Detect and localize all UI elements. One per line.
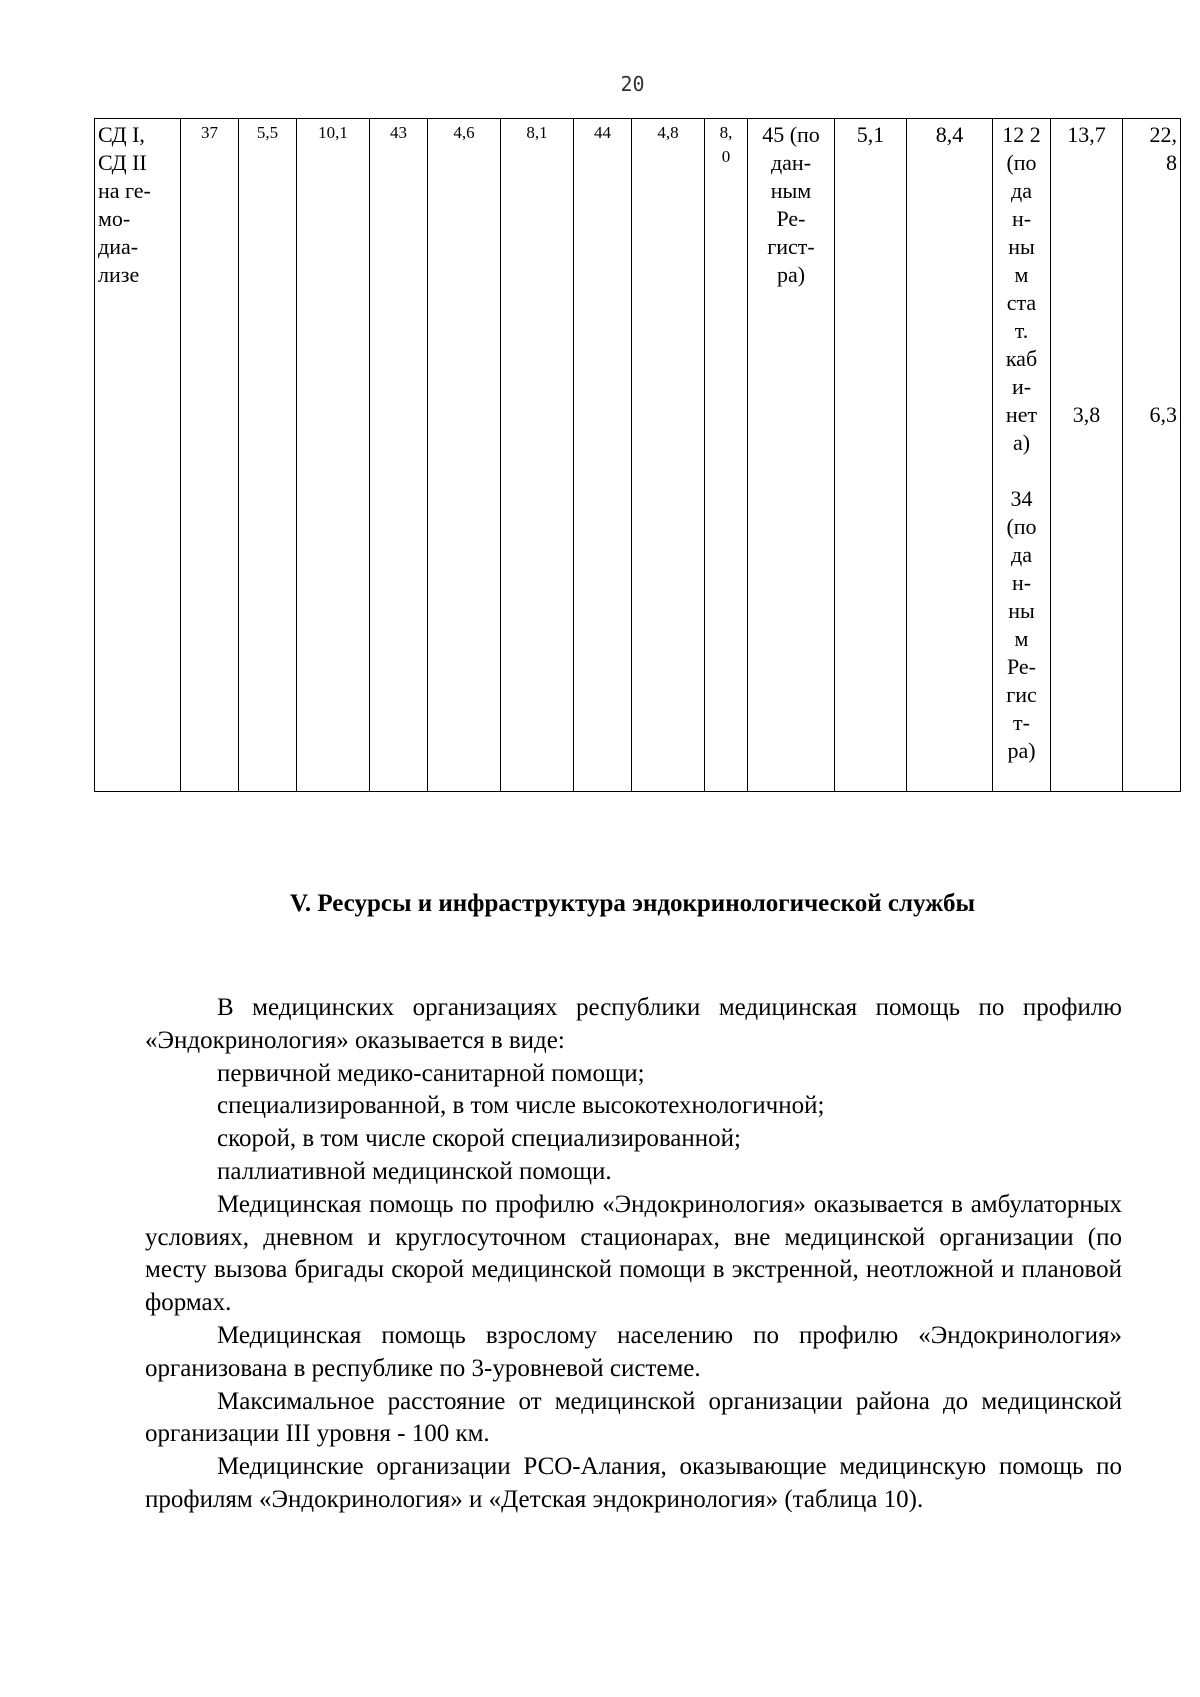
cell-value: 4,8	[657, 123, 679, 142]
table-row	[95, 119, 1181, 792]
cell-value: 34 (по да н-ны м Ре-гис т-ра)	[1006, 486, 1037, 763]
cell-value: 5,5	[256, 123, 279, 142]
data-table	[94, 118, 1181, 792]
table-cell	[428, 119, 501, 792]
cell-value: 13,7	[1067, 122, 1106, 147]
table-cell	[835, 119, 907, 792]
cell-value: 8,4	[935, 122, 964, 147]
cell-value: 43	[390, 123, 407, 142]
cell-value: 37	[201, 123, 218, 142]
paragraph: Медицинская помощь взрослому населению по профилю «Эндокринология» организована в республике по 3-уровневой системе.	[145, 1321, 1122, 1382]
paragraph: Медицинские организации РСО-Алания, оказывающие медицинскую помощь по профилям «Эндокринология» и «Детская эндокринология» (таблица 10).	[145, 1453, 1122, 1513]
row-label: СД I, СД II на ге-мо-диа-лизе	[98, 122, 151, 287]
table-cell	[993, 119, 1051, 792]
table-cell	[632, 119, 705, 792]
cell-value: 5,1	[856, 122, 885, 147]
list-item: первичной медико-санитарной помощи;	[217, 1059, 645, 1087]
cell-value: 22, 8	[1149, 122, 1177, 175]
cell-value: 10,1	[318, 123, 348, 142]
table-cell	[574, 119, 632, 792]
section-heading: V. Ресурсы и инфраструктура эндокринологической службы	[290, 890, 975, 917]
cell-value: 8, 0	[719, 123, 733, 166]
table-cell	[1051, 119, 1123, 792]
cell-value: 45 (по дан-ным Ре-гист-ра)	[762, 122, 820, 287]
list-item: скорой, в том числе скорой специализированной;	[217, 1125, 741, 1153]
list-item: специализированной, в том числе высокотехнологичной;	[217, 1092, 825, 1120]
page-number: 20	[620, 72, 645, 96]
table-cell	[501, 119, 574, 792]
cell-value: 6,3	[1149, 402, 1177, 427]
cell-value: 3,8	[1072, 402, 1101, 427]
table-cell	[907, 119, 993, 792]
paragraph: Максимальное расстояние от медицинской организации района до медицинской организации III уровня - 100 км.	[145, 1387, 1122, 1448]
body-text	[145, 992, 1122, 1517]
paragraph: В медицинских организациях республики медицинская помощь по профилю «Эндокринология» оказывается в виде:	[145, 994, 1122, 1054]
list-item: паллиативной медицинской помощи.	[217, 1157, 612, 1185]
table-cell	[1123, 119, 1181, 792]
paragraph: Медицинская помощь по профилю «Эндокринология» оказывается в амбулаторных условиях, дневном и круглосуточном стационарах, вне медицинской организации (по месту вызова бригады скорой медицинской помощи в экстренной, неотложной и плановой формах.	[145, 1190, 1122, 1317]
table-cell	[748, 119, 835, 792]
table-cell	[297, 119, 370, 792]
table-cell	[370, 119, 428, 792]
table-cell	[239, 119, 297, 792]
row-label-cell	[95, 119, 181, 792]
cell-value: 44	[594, 123, 611, 142]
cell-value: 8,1	[526, 123, 548, 142]
table-cell	[181, 119, 239, 792]
cell-value: 4,6	[453, 123, 475, 142]
cell-value: 12 2 (по да н-ны м ста т. каб и-нет а)	[1002, 122, 1041, 455]
table-cell	[705, 119, 748, 792]
